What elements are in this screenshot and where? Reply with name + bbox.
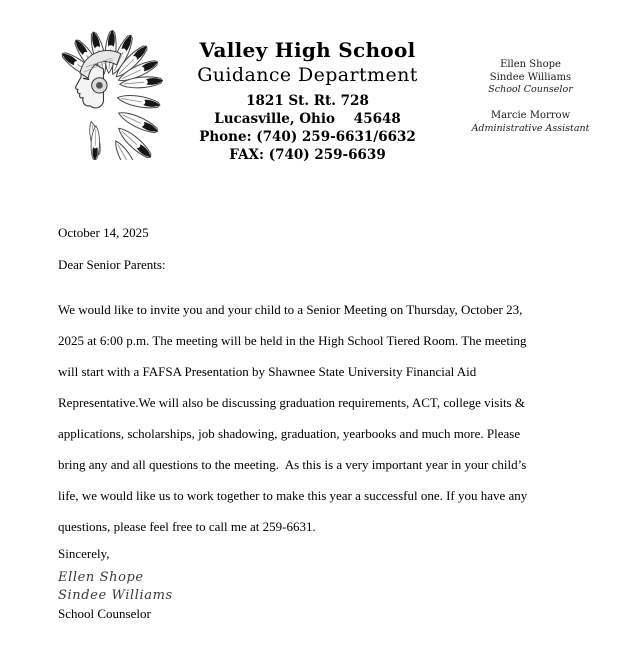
body-line: bring any and all questions to the meeting. As this is a very important year in your child’s [58,457,527,472]
body-line: Representative.We will also be discussing graduation requirements, ACT, college visits & [58,395,525,410]
assistant-name: Marcie Morrow [490,110,571,121]
letterhead-center [150,38,465,164]
body-paragraph [58,294,598,542]
signature-script-2: Sindee Williams [58,588,173,603]
phone-line: Phone: (740) 259-6631/6632 [199,129,416,145]
counselor-name-2: Sindee Williams [489,71,572,83]
signature-title: School Counselor [58,606,151,621]
body-line: will start with a FAFSA Presentation by Shawnee State University Financial Aid [58,364,477,379]
salutation: Dear Senior Parents: [58,257,166,272]
counselor-title: School Counselor [488,84,573,95]
native-chief-headdress-icon [46,22,164,160]
body-line: questions, please feel free to call me at 259-6631. [58,519,316,534]
school-logo [46,22,164,160]
assistant-title: Administrative Assistant [471,122,590,134]
counselor-name-1: Ellen Shope [500,59,561,70]
letter-date: October 14, 2025 [58,225,149,240]
address-line-2: Lucasville, Ohio 45648 [214,111,401,127]
address-line-1: 1821 St. Rt. 728 [246,93,369,109]
closing: Sincerely, [58,546,110,561]
department-name: Guidance Department [197,64,418,86]
body-line: applications, scholarships, job shadowing, graduation, yearbooks and much more. Please [58,426,521,441]
body-line: We would like to invite you and your child to a Senior Meeting on Thursday, October 23, [58,302,523,317]
staff-block [448,59,613,135]
staff-block-spacer [448,96,613,110]
school-name: Valley High School [199,38,416,62]
body-line: life, we would like us to work together to make this year a successful one. If you have any [58,488,528,503]
fax-line: FAX: (740) 259-6639 [229,147,386,163]
signature-script-1: Ellen Shope [58,570,144,585]
body-line: 2025 at 6:00 p.m. The meeting will be held in the High School Tiered Room. The meeting [58,333,527,348]
